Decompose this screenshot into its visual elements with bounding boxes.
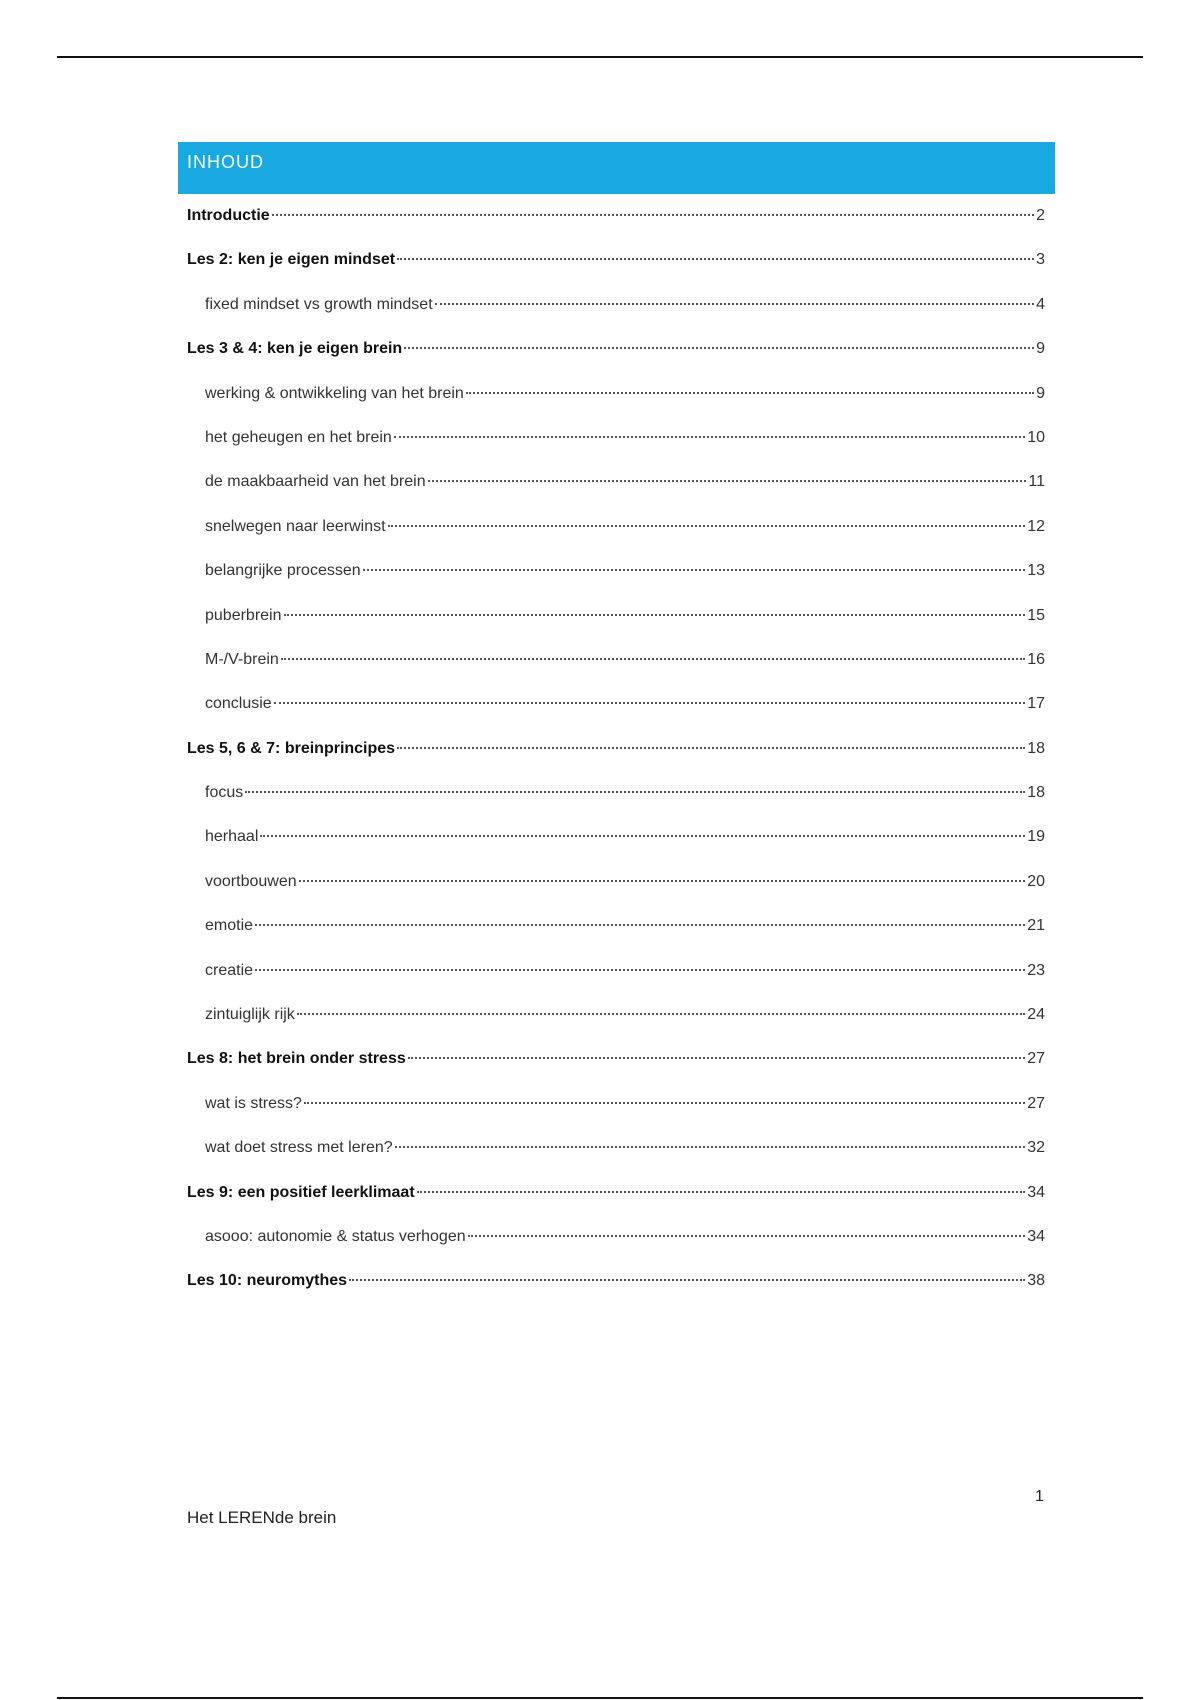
toc-entry-page: 27 [1027,1050,1045,1068]
toc-entry-label: het geheugen en het brein [205,428,392,446]
toc-dot-leader [297,1013,1025,1015]
toc-dot-leader [435,303,1034,305]
toc-entry-page: 38 [1027,1272,1045,1290]
toc-entry-label: emotie [205,917,254,935]
toc-dot-leader [428,480,1027,482]
toc-entry-label: puberbrein [205,606,282,624]
toc-entry[interactable] [178,460,1055,504]
toc-entry-page: 9 [1036,384,1045,402]
toc-dot-leader [404,347,1034,349]
toc-dot-leader [408,1057,1025,1059]
toc-entry-page: 4 [1036,295,1045,313]
toc-entry-page: 20 [1027,872,1045,890]
toc-entry-page: 3 [1036,251,1045,269]
toc-entry-page: 11 [1028,473,1045,491]
toc-entry-label: Les 2: ken je eigen mindset [187,251,396,269]
toc-entry-page: 16 [1027,650,1045,668]
toc-entry[interactable] [178,1171,1055,1215]
toc-entry-label: wat is stress? [205,1094,302,1112]
toc-entry-label: wat doet stress met leren? [205,1139,393,1157]
toc-entry[interactable] [178,1215,1055,1259]
toc-entry-page: 21 [1027,917,1045,935]
toc-entry[interactable] [178,327,1055,371]
toc-dot-leader [466,392,1034,394]
toc-entry-page: 12 [1027,517,1045,535]
toc-entry[interactable] [178,860,1055,904]
toc-dot-leader [395,1146,1026,1148]
toc-dot-leader [274,702,1026,704]
toc-entry[interactable] [178,1082,1055,1126]
toc-dot-leader [260,835,1025,837]
toc-list [178,194,1055,1304]
toc-dot-leader [397,747,1025,749]
toc-entry-label: zintuiglijk rijk [205,1006,295,1024]
toc-entry-label: fixed mindset vs growth mindset [205,295,433,313]
toc-entry-label: conclusie [205,695,272,713]
toc-entry-label: Les 9: een positief leerklimaat [187,1183,415,1201]
toc-entry-page: 24 [1027,1006,1045,1024]
toc-entry-label: belangrijke processen [205,562,361,580]
toc-entry-page: 2 [1036,207,1045,224]
toc-entry[interactable] [178,904,1055,948]
toc-dot-leader [281,658,1025,660]
toc-entry[interactable] [178,949,1055,993]
toc-dot-leader [245,791,1025,793]
toc-entry-page: 10 [1027,428,1045,446]
toc-entry-label: voortbouwen [205,872,297,890]
toc-entry-label: asooo: autonomie & status verhogen [205,1227,466,1245]
toc-entry[interactable] [178,549,1055,593]
toc-entry[interactable] [178,1037,1055,1081]
table-of-contents [178,142,1055,1304]
toc-entry-page: 23 [1027,961,1045,979]
toc-entry[interactable] [178,727,1055,771]
toc-entry[interactable] [178,194,1055,238]
toc-entry-page: 13 [1027,562,1045,580]
toc-entry[interactable] [178,594,1055,638]
toc-dot-leader [388,525,1026,527]
toc-entry-label: Les 8: het brein onder stress [187,1050,406,1068]
toc-dot-leader [397,258,1034,260]
toc-entry-label: de maakbaarheid van het brein [205,473,426,491]
toc-entry[interactable] [178,283,1055,327]
toc-entry-page: 34 [1027,1227,1045,1245]
toc-entry-page: 32 [1027,1139,1045,1157]
toc-entry-label: M-/V-brein [205,650,279,668]
toc-entry-label: Introductie [187,207,270,224]
toc-entry-page: 18 [1027,784,1045,802]
toc-entry-label: Les 5, 6 & 7: breinprincipes [187,739,396,757]
toc-dot-leader [394,436,1025,438]
toc-entry[interactable] [178,1259,1055,1303]
toc-entry-label: snelwegen naar leerwinst [205,517,386,535]
toc-entry[interactable] [178,238,1055,282]
toc-entry-label: werking & ontwikkeling van het brein [205,384,464,402]
toc-dot-leader [417,1191,1026,1193]
toc-entry-page: 17 [1027,695,1045,713]
toc-entry-label: creatie [205,961,254,979]
toc-entry-page: 18 [1027,739,1045,757]
toc-entry[interactable] [178,682,1055,726]
toc-entry-page: 34 [1027,1183,1045,1201]
toc-dot-leader [255,969,1025,971]
toc-entry-page: 15 [1027,606,1045,624]
page-number: 1 [1035,1488,1044,1505]
toc-entry-label: Les 3 & 4: ken je eigen brein [187,340,403,358]
toc-title: INHOUD [178,142,1055,194]
toc-dot-leader [468,1235,1026,1237]
toc-entry[interactable] [178,638,1055,682]
toc-dot-leader [363,569,1026,571]
toc-dot-leader [349,1279,1025,1281]
header-rule [57,56,1143,58]
toc-entry-label: focus [205,784,244,802]
toc-entry[interactable] [178,771,1055,815]
toc-dot-leader [299,880,1026,882]
toc-dot-leader [272,214,1034,216]
toc-entry-page: 19 [1027,828,1045,846]
toc-entry[interactable] [178,505,1055,549]
footer-document-title: Het LERENde brein [187,1508,337,1527]
toc-entry[interactable] [178,1126,1055,1170]
toc-entry[interactable] [178,416,1055,460]
toc-entry[interactable] [178,372,1055,416]
toc-entry-label: herhaal [205,828,259,846]
toc-entry[interactable] [178,815,1055,859]
toc-dot-leader [304,1102,1025,1104]
toc-entry-page: 27 [1027,1094,1045,1112]
toc-entry-label: Les 10: neuromythes [187,1272,348,1290]
footer-rule [57,1697,1143,1699]
toc-dot-leader [284,614,1026,616]
toc-entry-page: 9 [1036,340,1045,358]
toc-dot-leader [255,924,1025,926]
toc-entry[interactable] [178,993,1055,1037]
